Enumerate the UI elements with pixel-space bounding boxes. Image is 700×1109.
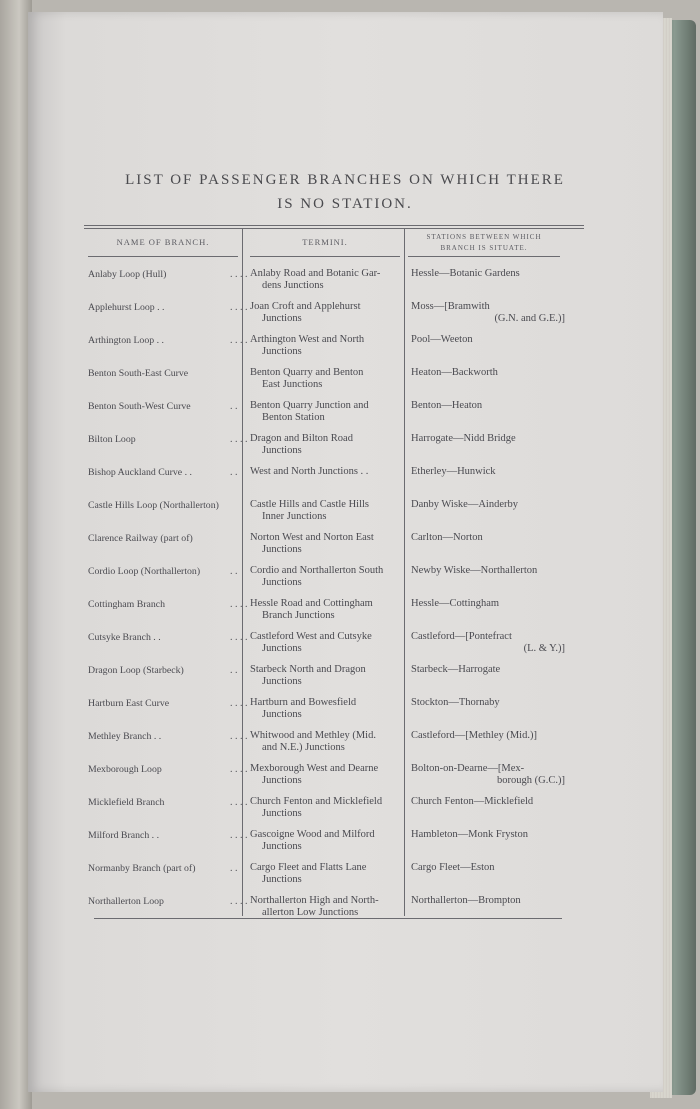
stations-cell bbox=[411, 796, 571, 808]
header-underline-2 bbox=[250, 256, 400, 257]
branch-name: Mexborough Loop bbox=[88, 764, 162, 775]
termini-cell bbox=[250, 532, 402, 555]
branch-name: Castle Hills Loop (Northallerton) bbox=[88, 500, 219, 511]
branch-name: Micklefield Branch bbox=[88, 797, 165, 808]
termini-cell bbox=[250, 466, 402, 478]
header-stations-line-1: STATIONS BETWEEN WHICH bbox=[426, 233, 542, 241]
branch-name: Dragon Loop (Starbeck) bbox=[88, 665, 184, 676]
stations-cell bbox=[411, 862, 571, 874]
leader-dots: . . . . bbox=[230, 764, 248, 775]
stations-cell bbox=[411, 301, 571, 324]
table-top-rule-2 bbox=[84, 228, 584, 229]
leader-dots: . . . . bbox=[230, 797, 248, 808]
leader-dots: . . . . bbox=[230, 896, 248, 907]
leader-dots: . . . . bbox=[230, 731, 248, 742]
branch-name: Cutsyke Branch . . bbox=[88, 632, 161, 643]
termini-line-2: Branch Junctions bbox=[262, 609, 335, 621]
leader-dots: . . . . bbox=[230, 599, 248, 610]
header-stations bbox=[408, 232, 560, 254]
termini-cell bbox=[250, 334, 402, 357]
termini-cell bbox=[250, 400, 402, 423]
stations-cell bbox=[411, 565, 571, 577]
stations-line-1: Pool—Weeton bbox=[411, 334, 473, 345]
branch-name: Benton South-West Curve bbox=[88, 401, 191, 412]
stations-cell bbox=[411, 829, 571, 841]
table-top-rule bbox=[84, 225, 584, 226]
termini-line-1: Cargo Fleet and Flatts Lane bbox=[250, 862, 367, 873]
stations-line-1: Harrogate—Nidd Bridge bbox=[411, 433, 516, 444]
leader-dots: . . . . bbox=[230, 335, 248, 346]
stations-cell bbox=[411, 400, 571, 412]
termini-cell bbox=[250, 631, 402, 654]
stations-line-1: Bolton-on-Dearne—[Mex- bbox=[411, 763, 525, 774]
termini-line-2: Junctions bbox=[262, 444, 302, 456]
stations-line-1: Church Fenton—Micklefield bbox=[411, 796, 534, 807]
termini-line-2: Junctions bbox=[262, 774, 302, 786]
branch-name: Hartburn East Curve bbox=[88, 698, 170, 709]
column-divider-1 bbox=[242, 228, 243, 916]
stations-line-1: Heaton—Backworth bbox=[411, 367, 498, 378]
termini-line-2: Junctions bbox=[262, 807, 302, 819]
termini-line-2: Inner Junctions bbox=[262, 510, 327, 522]
stations-line-1: Benton—Heaton bbox=[411, 400, 483, 411]
stations-line-1: Etherley—Hunwick bbox=[411, 466, 496, 477]
termini-line-1: Church Fenton and Micklefield bbox=[250, 796, 383, 807]
termini-line-1: Starbeck North and Dragon bbox=[250, 664, 366, 675]
stations-line-1: Newby Wiske—Northallerton bbox=[411, 565, 538, 576]
leader-dots: . . bbox=[230, 665, 238, 676]
termini-line-1: Benton Quarry Junction and bbox=[250, 400, 369, 411]
termini-line-1: Whitwood and Methley (Mid. bbox=[250, 730, 376, 741]
leader-dots: . . . . bbox=[230, 269, 248, 280]
stations-line-1: Northallerton—Brompton bbox=[411, 895, 521, 906]
termini-line-1: Arthington West and North bbox=[250, 334, 365, 345]
termini-line-2: Junctions bbox=[262, 642, 302, 654]
stations-line-1: Stockton—Thornaby bbox=[411, 697, 500, 708]
page-title-line-1: LIST OF PASSENGER BRANCHES ON WHICH THERE bbox=[125, 172, 565, 188]
leader-dots: . . . . bbox=[230, 302, 248, 313]
branch-name: Bilton Loop bbox=[88, 434, 136, 445]
termini-cell bbox=[250, 499, 402, 522]
stations-cell bbox=[411, 598, 571, 610]
termini-line-2: and N.E.) Junctions bbox=[262, 741, 345, 753]
branch-name: Normanby Branch (part of) bbox=[88, 863, 196, 874]
termini-line-1: Gascoigne Wood and Milford bbox=[250, 829, 375, 840]
stations-cell bbox=[411, 697, 571, 709]
termini-cell bbox=[250, 664, 402, 687]
branch-name: Anlaby Loop (Hull) bbox=[88, 269, 167, 280]
stations-cell bbox=[411, 532, 571, 544]
branch-name: Northallerton Loop bbox=[88, 896, 164, 907]
stations-line-1: Starbeck—Harrogate bbox=[411, 664, 501, 675]
stations-cell bbox=[411, 631, 571, 654]
stations-line-1: Carlton—Norton bbox=[411, 532, 483, 543]
termini-cell bbox=[250, 763, 402, 786]
termini-line-2: Junctions bbox=[262, 708, 302, 720]
termini-cell bbox=[250, 598, 402, 621]
branch-name: Cordio Loop (Northallerton) bbox=[88, 566, 201, 577]
leader-dots: . . bbox=[230, 401, 238, 412]
termini-cell bbox=[250, 433, 402, 456]
stations-line-1: Castleford—[Pontefract bbox=[411, 631, 512, 642]
branch-name: Benton South-East Curve bbox=[88, 368, 189, 379]
termini-cell bbox=[250, 697, 402, 720]
stations-line-1: Hambleton—Monk Fryston bbox=[411, 829, 528, 840]
termini-line-1: Hessle Road and Cottingham bbox=[250, 598, 373, 609]
termini-cell bbox=[250, 730, 402, 753]
stations-line-1: Castleford—[Methley (Mid.)] bbox=[411, 730, 537, 741]
termini-cell bbox=[250, 301, 402, 324]
termini-line-2: dens Junctions bbox=[262, 279, 324, 291]
termini-line-1: Cordio and Northallerton South bbox=[250, 565, 384, 576]
termini-cell bbox=[250, 862, 402, 885]
leader-dots: . . bbox=[230, 566, 238, 577]
stations-cell bbox=[411, 466, 571, 478]
termini-cell bbox=[250, 796, 402, 819]
header-stations-line-2: BRANCH IS SITUATE. bbox=[440, 244, 528, 252]
stations-line-2: (G.N. and G.E.)] bbox=[494, 312, 565, 324]
termini-line-1: Mexborough West and Dearne bbox=[250, 763, 379, 774]
stations-cell bbox=[411, 499, 571, 511]
termini-line-1: Benton Quarry and Benton bbox=[250, 367, 364, 378]
termini-line-2: allerton Low Junctions bbox=[262, 906, 359, 918]
stations-line-1: Danby Wiske—Ainderby bbox=[411, 499, 518, 510]
leader-dots: . . . . bbox=[230, 698, 248, 709]
leader-dots: . . . . bbox=[230, 830, 248, 841]
termini-line-2: Benton Station bbox=[262, 411, 325, 423]
termini-line-1: Castleford West and Cutsyke bbox=[250, 631, 372, 642]
termini-line-1: Dragon and Bilton Road bbox=[250, 433, 353, 444]
stations-cell bbox=[411, 334, 571, 346]
branch-name: Applehurst Loop . . bbox=[88, 302, 165, 313]
stations-line-2: borough (G.C.)] bbox=[497, 774, 565, 786]
stations-cell bbox=[411, 433, 571, 445]
termini-line-1: Norton West and Norton East bbox=[250, 532, 374, 543]
termini-cell bbox=[250, 895, 402, 918]
termini-line-2: Junctions bbox=[262, 840, 302, 852]
leader-dots: . . bbox=[230, 863, 238, 874]
header-branch: NAME OF BRANCH. bbox=[116, 237, 210, 247]
leader-dots: . . . . bbox=[230, 632, 248, 643]
termini-line-1: Castle Hills and Castle Hills bbox=[250, 499, 369, 510]
stations-cell bbox=[411, 730, 571, 742]
branch-name: Methley Branch . . bbox=[88, 731, 162, 742]
stations-line-2: (L. & Y.)] bbox=[523, 642, 565, 654]
page-title-line-2: IS NO STATION. bbox=[277, 196, 413, 212]
leader-dots: . . bbox=[230, 467, 238, 478]
branch-name: Arthington Loop . . bbox=[88, 335, 164, 346]
termini-line-1: Northallerton High and North- bbox=[250, 895, 379, 906]
header-underline-1 bbox=[88, 256, 238, 257]
termini-line-2: Junctions bbox=[262, 345, 302, 357]
header-underline-3 bbox=[408, 256, 560, 257]
branch-name: Bishop Auckland Curve . . bbox=[88, 467, 192, 478]
stations-cell bbox=[411, 664, 571, 676]
termini-line-2: Junctions bbox=[262, 312, 302, 324]
leader-dots: . . . . bbox=[230, 434, 248, 445]
stations-cell bbox=[411, 367, 571, 379]
branch-name: Cottingham Branch bbox=[88, 599, 166, 610]
termini-line-2: Junctions bbox=[262, 675, 302, 687]
termini-line-1: Anlaby Road and Botanic Gar- bbox=[250, 268, 381, 279]
stations-cell bbox=[411, 895, 571, 907]
termini-line-1: West and North Junctions . . bbox=[250, 466, 369, 477]
table-bottom-rule bbox=[94, 918, 562, 919]
termini-line-2: East Junctions bbox=[262, 378, 323, 390]
header-termini: TERMINI. bbox=[302, 237, 348, 247]
termini-cell bbox=[250, 829, 402, 852]
column-divider-2 bbox=[404, 228, 405, 916]
stations-line-1: Moss—[Bramwith bbox=[411, 301, 490, 312]
stations-line-1: Hessle—Botanic Gardens bbox=[411, 268, 520, 279]
stations-line-1: Hessle—Cottingham bbox=[411, 598, 500, 609]
termini-line-1: Joan Croft and Applehurst bbox=[250, 301, 361, 312]
termini-cell bbox=[250, 367, 402, 390]
branch-name: Clarence Railway (part of) bbox=[88, 533, 193, 544]
termini-cell bbox=[250, 565, 402, 588]
termini-line-2: Junctions bbox=[262, 873, 302, 885]
termini-line-2: Junctions bbox=[262, 543, 302, 555]
branch-name: Milford Branch . . bbox=[88, 830, 160, 841]
stations-cell bbox=[411, 763, 571, 786]
termini-line-2: Junctions bbox=[262, 576, 302, 588]
termini-cell bbox=[250, 268, 402, 291]
stations-cell bbox=[411, 268, 571, 280]
stations-line-1: Cargo Fleet—Eston bbox=[411, 862, 495, 873]
termini-line-1: Hartburn and Bowesfield bbox=[250, 697, 357, 708]
